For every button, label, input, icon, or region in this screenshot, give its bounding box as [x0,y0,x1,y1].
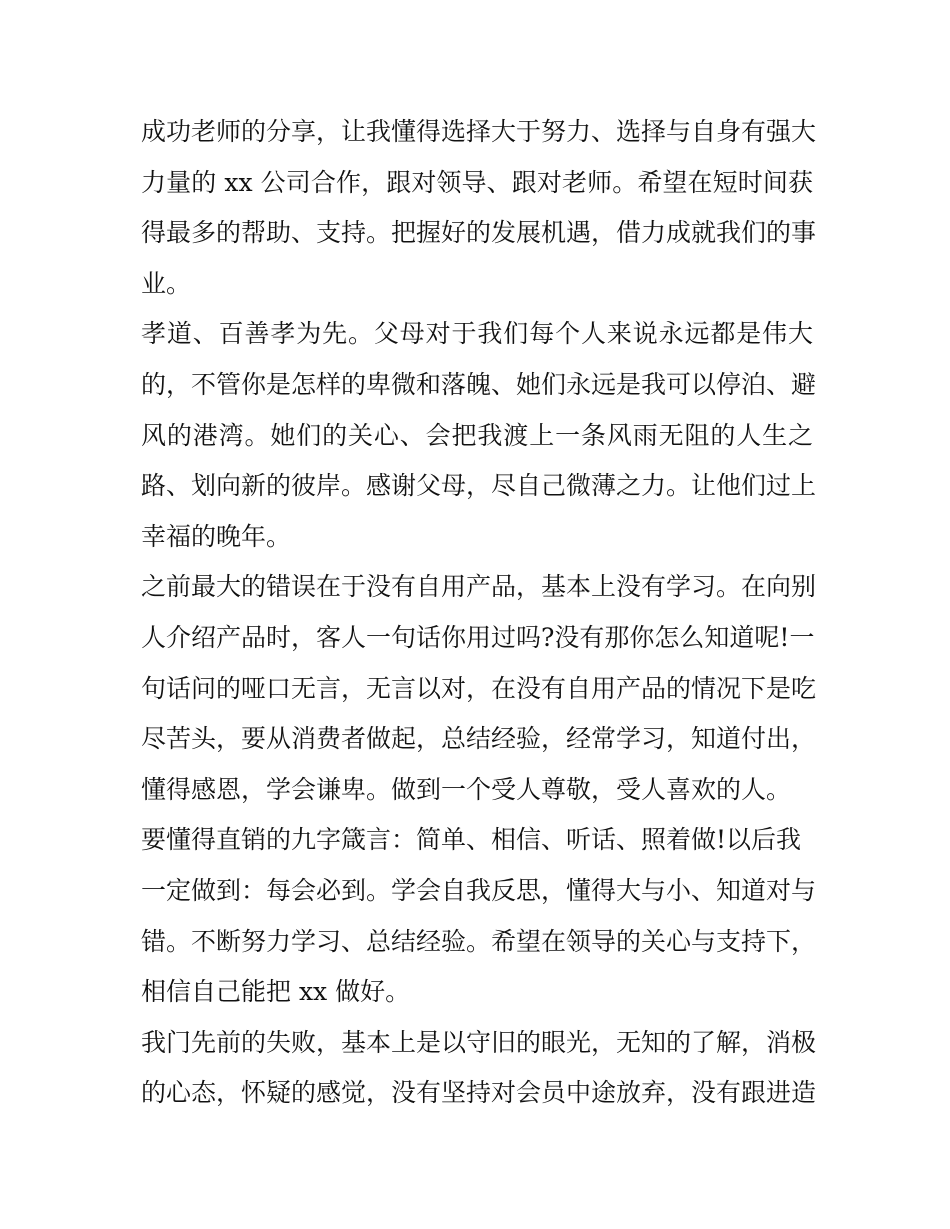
text-line: 我门先前的失败，基本上是以守旧的眼光，无知的了解，消极 [141,1027,817,1057]
paragraph-filial-piety [141,309,817,562]
text-line: 的，不管你是怎样的卑微和落魄、她们永远是我可以停泊、避 [141,369,817,399]
text-line: 之前最大的错误在于没有自用产品，基本上没有学习。在向别 [141,572,817,602]
text-line: 人介绍产品时，客人一句话你用过吗?没有那你怎么知道呢!一 [141,622,815,652]
text-line: 力量的 xx 公司合作，跟对领导、跟对老师。希望在短时间获 [141,167,813,197]
text-line: 错。不断努力学习、总结经验。希望在领导的关心与支持下， [141,926,817,956]
text-line: 得最多的帮助、支持。把握好的发展机遇，借力成就我们的事 [141,218,817,248]
text-line: 孝道、百善孝为先。父母对于我们每个人来说永远都是伟大 [141,319,813,349]
text-line: 尽苦头，要从消费者做起，总结经验，经常学习，知道付出， [141,724,817,754]
text-line: 风的港湾。她们的关心、会把我渡上一条风雨无阻的人生之 [141,420,813,450]
text-line: 成功老师的分享，让我懂得选择大于努力、选择与自身有强大 [141,117,817,146]
text-line: 相信自己能把 xx 做好。 [141,977,411,1007]
paragraph-past-failures [141,1018,817,1119]
text-line: 业。 [141,268,192,298]
text-line: 一定做到：每会必到。学会自我反思，懂得大与小、知道对与 [141,875,817,905]
text-line: 要懂得直销的九字箴言：简单、相信、听话、照着做!以后我 [141,825,802,855]
paragraph-nine-word-motto [141,815,817,1017]
document-body [141,107,817,1119]
text-line: 路、划向新的彼岸。感谢父母，尽自己微薄之力。让他们过上 [141,471,817,501]
text-line: 懂得感恩，学会谦卑。做到一个受人尊敬，受人喜欢的人。 [141,774,792,804]
text-line: 句话问的哑口无言，无言以对，在没有自用产品的情况下是吃 [141,673,817,703]
paragraph-success-teacher [141,107,817,309]
text-line: 幸福的晚年。 [141,521,292,551]
paragraph-past-mistakes [141,562,817,815]
text-line: 的心态，怀疑的感觉，没有坚持对会员中途放弃，没有跟进造 [141,1078,817,1108]
